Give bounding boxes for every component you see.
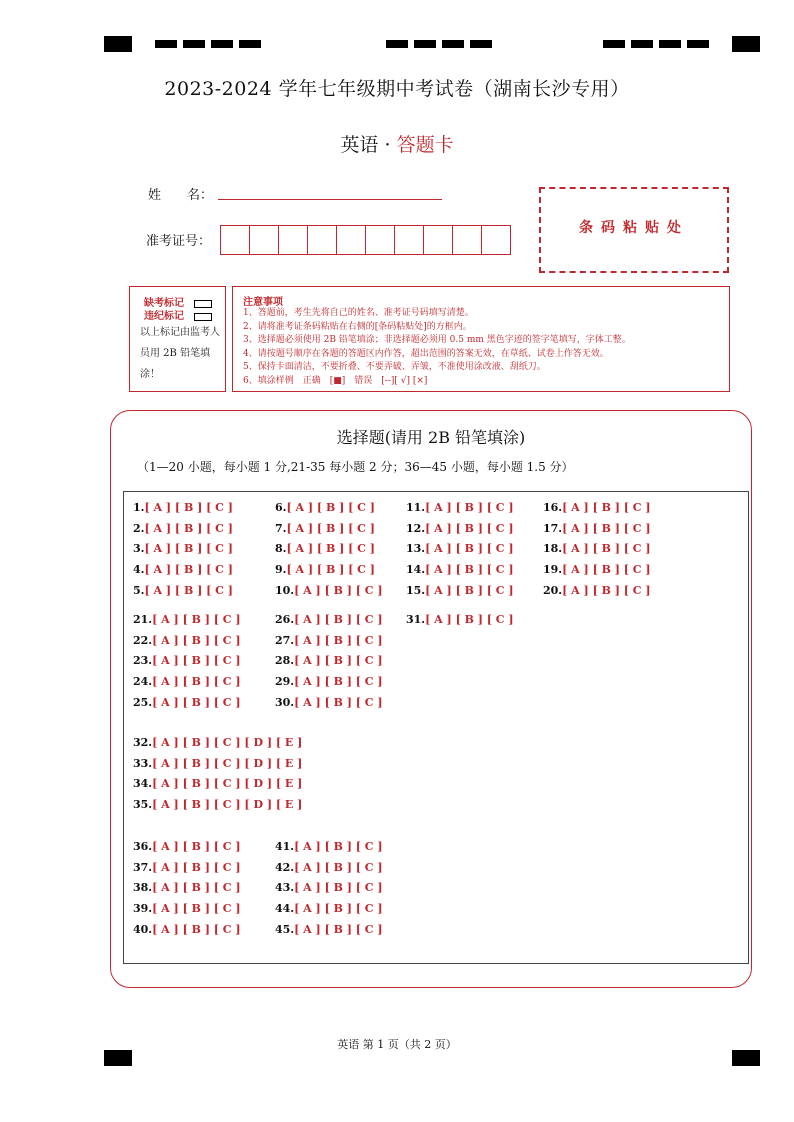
question-number: 36. bbox=[133, 840, 153, 853]
question-number: 15. bbox=[406, 583, 426, 597]
id-digit-box[interactable] bbox=[452, 225, 482, 255]
question-row[interactable] bbox=[543, 542, 651, 555]
subject-name: 英语 bbox=[340, 134, 379, 156]
choice-subtitle: （1—20 小题，每小题 1 分,21-35 每小题 2 分；36—45 小题，每小题 1.5 分） bbox=[137, 460, 574, 474]
question-row[interactable] bbox=[133, 675, 241, 688]
question-row[interactable] bbox=[133, 563, 233, 576]
question-row[interactable] bbox=[275, 861, 383, 874]
question-number: 3. bbox=[133, 542, 145, 556]
question-row[interactable] bbox=[406, 542, 514, 555]
question-row[interactable] bbox=[133, 777, 302, 790]
question-row[interactable] bbox=[133, 613, 241, 626]
answer-options[interactable]: [ A ] [ B ] [ C ] bbox=[294, 881, 383, 895]
answer-options[interactable]: [ A ] [ B ] [ C ] bbox=[152, 633, 241, 647]
answer-options[interactable]: [ A ] [ B ] [ C ] bbox=[152, 922, 241, 936]
subject-separator: · bbox=[378, 134, 397, 156]
question-row[interactable] bbox=[275, 840, 383, 853]
question-row[interactable] bbox=[275, 584, 383, 597]
answer-options[interactable]: [ A ] [ B ] [ C ] bbox=[286, 501, 375, 514]
question-row[interactable] bbox=[406, 613, 514, 626]
answer-options[interactable]: [ A ] [ B ] [ C ] bbox=[152, 613, 241, 626]
answer-options[interactable]: [ A ] [ B ] [ C ] bbox=[144, 542, 233, 556]
question-number: 8. bbox=[275, 542, 287, 556]
question-number: 32. bbox=[133, 736, 153, 749]
answer-options[interactable]: [ A ] [ B ] [ C ] bbox=[294, 695, 383, 709]
question-row[interactable] bbox=[133, 501, 233, 514]
answer-options[interactable]: [ A ] [ B ] [ C ] bbox=[294, 675, 383, 689]
subject-heading bbox=[0, 130, 794, 157]
question-number: 29. bbox=[275, 675, 295, 689]
question-number: 31. bbox=[406, 613, 426, 626]
question-row[interactable] bbox=[133, 634, 241, 647]
question-number: 25. bbox=[133, 695, 153, 709]
question-number: 2. bbox=[133, 521, 145, 535]
answer-options[interactable]: [ A ] [ B ] [ C ] [ D ] [ E ] bbox=[152, 777, 303, 791]
question-row[interactable] bbox=[133, 798, 302, 811]
absent-label: 缺考标记 bbox=[144, 298, 184, 309]
notice-item: 3、选择题必须使用 2B 铅笔填涂；非选择题必须用 0.5 mm 黑色字迹的签字笔填写，字体工整。 bbox=[243, 335, 631, 346]
id-digit-box[interactable] bbox=[365, 225, 395, 255]
question-row[interactable] bbox=[275, 923, 383, 936]
id-digit-box[interactable] bbox=[394, 225, 424, 255]
answer-options[interactable]: [ A ] [ B ] [ C ] bbox=[144, 583, 233, 597]
question-row[interactable] bbox=[275, 675, 383, 688]
answer-options[interactable]: [ A ] [ B ] [ C ] bbox=[152, 902, 241, 916]
id-digit-box[interactable] bbox=[278, 225, 308, 255]
answer-options[interactable]: [ A ] [ B ] [ C ] bbox=[144, 501, 233, 514]
id-digit-box[interactable] bbox=[220, 225, 250, 255]
choice-title: 选择题(请用 2B 铅笔填涂) bbox=[336, 428, 526, 447]
question-row[interactable] bbox=[406, 501, 514, 514]
question-row[interactable] bbox=[133, 881, 241, 894]
question-row[interactable] bbox=[275, 881, 383, 894]
question-row[interactable] bbox=[133, 736, 302, 749]
notice-list bbox=[243, 307, 631, 389]
id-digit-box[interactable] bbox=[481, 225, 511, 255]
question-row[interactable] bbox=[133, 861, 241, 874]
question-row[interactable] bbox=[133, 840, 241, 853]
id-digit-box[interactable] bbox=[307, 225, 337, 255]
question-number: 7. bbox=[275, 521, 287, 535]
card-name: 答题卡 bbox=[396, 134, 454, 156]
question-number: 35. bbox=[133, 798, 153, 812]
answer-options[interactable]: [ A ] [ B ] [ C ] bbox=[152, 860, 241, 874]
answer-options[interactable]: [ A ] [ B ] [ C ] bbox=[294, 922, 383, 936]
question-number: 16. bbox=[543, 501, 563, 514]
question-row[interactable] bbox=[406, 584, 514, 597]
exam-title: 2023-2024 学年七年级期中考试卷（湖南长沙专用） bbox=[164, 78, 630, 100]
answer-options[interactable]: [ A ] [ B ] [ C ] bbox=[294, 654, 383, 668]
question-row[interactable] bbox=[133, 654, 241, 667]
question-number: 40. bbox=[133, 922, 153, 936]
question-number: 6. bbox=[275, 501, 287, 514]
question-number: 39. bbox=[133, 902, 153, 916]
question-number: 33. bbox=[133, 756, 153, 770]
question-number: 26. bbox=[275, 613, 295, 626]
answer-options[interactable]: [ A ] [ B ] [ C ] bbox=[562, 542, 651, 556]
question-row[interactable] bbox=[275, 522, 375, 535]
question-number: 23. bbox=[133, 654, 153, 668]
question-number: 10. bbox=[275, 583, 295, 597]
answer-options[interactable]: [ A ] [ B ] [ C ] bbox=[562, 521, 651, 535]
notice-item: 5、保持卡面清洁，不要折叠、不要弄破、弄皱，不准使用涂改液、刮纸刀。 bbox=[243, 362, 546, 373]
question-number: 34. bbox=[133, 777, 153, 791]
answer-options[interactable]: [ A ] [ B ] [ C ] [ D ] [ E ] bbox=[152, 736, 303, 749]
question-number: 12. bbox=[406, 521, 426, 535]
question-number: 30. bbox=[275, 695, 295, 709]
answer-options[interactable]: [ A ] [ B ] [ C ] bbox=[152, 654, 241, 668]
question-row[interactable] bbox=[406, 522, 514, 535]
answer-options[interactable]: [ A ] [ B ] [ C ] bbox=[425, 613, 514, 626]
question-row[interactable] bbox=[275, 542, 375, 555]
answer-options[interactable]: [ A ] [ B ] [ C ] bbox=[425, 521, 514, 535]
question-row[interactable] bbox=[133, 757, 302, 770]
question-row[interactable] bbox=[275, 501, 375, 514]
question-row[interactable] bbox=[275, 634, 383, 647]
answer-options[interactable]: [ A ] [ B ] [ C ] bbox=[294, 613, 383, 626]
answer-options[interactable]: [ A ] [ B ] [ C ] bbox=[286, 521, 375, 535]
question-number: 43. bbox=[275, 881, 295, 895]
question-row[interactable] bbox=[543, 522, 651, 535]
question-number: 1. bbox=[133, 501, 145, 514]
question-row[interactable] bbox=[133, 522, 233, 535]
question-row[interactable] bbox=[275, 654, 383, 667]
notice-title: 注意事项 bbox=[243, 297, 283, 308]
name-field[interactable] bbox=[218, 199, 442, 200]
question-row[interactable] bbox=[275, 563, 375, 576]
question-number: 28. bbox=[275, 654, 295, 668]
answer-options[interactable]: [ A ] [ B ] [ C ] bbox=[286, 563, 375, 577]
question-row[interactable] bbox=[275, 613, 383, 626]
question-number: 45. bbox=[275, 922, 295, 936]
id-number-boxes[interactable] bbox=[221, 225, 511, 255]
id-digit-box[interactable] bbox=[249, 225, 279, 255]
question-row[interactable] bbox=[133, 584, 233, 597]
name-label: 姓 名： bbox=[148, 188, 214, 203]
answer-options[interactable]: [ A ] [ B ] [ C ] bbox=[152, 695, 241, 709]
mark-note: 以上标记由监考人员用 2B 铅笔填涂！ bbox=[140, 327, 220, 380]
answer-options[interactable]: [ A ] [ B ] [ C ] bbox=[152, 881, 241, 895]
corner-mark-top-right bbox=[732, 36, 760, 52]
question-number: 14. bbox=[406, 563, 426, 577]
answer-options[interactable]: [ A ] [ B ] [ C ] bbox=[425, 542, 514, 556]
question-number: 5. bbox=[133, 583, 145, 597]
answer-options[interactable]: [ A ] [ B ] [ C ] bbox=[425, 583, 514, 597]
answer-options[interactable]: [ A ] [ B ] [ C ] bbox=[562, 563, 651, 577]
answer-options[interactable]: [ A ] [ B ] [ C ] bbox=[286, 542, 375, 556]
question-number: 17. bbox=[543, 521, 563, 535]
answer-options[interactable]: [ A ] [ B ] [ C ] bbox=[144, 563, 233, 577]
answer-options[interactable]: [ A ] [ B ] [ C ] [ D ] [ E ] bbox=[152, 756, 303, 770]
id-digit-box[interactable] bbox=[423, 225, 453, 255]
answer-options[interactable]: [ A ] [ B ] [ C ] bbox=[562, 501, 651, 514]
id-label: 准考证号： bbox=[146, 234, 212, 249]
answer-options[interactable]: [ A ] [ B ] [ C ] bbox=[294, 583, 383, 597]
mark-box bbox=[129, 286, 226, 392]
question-number: 37. bbox=[133, 860, 153, 874]
question-number: 44. bbox=[275, 902, 295, 916]
question-row[interactable] bbox=[133, 696, 241, 709]
question-row[interactable] bbox=[275, 696, 383, 709]
violation-checkbox[interactable] bbox=[194, 313, 212, 321]
question-row[interactable] bbox=[543, 563, 651, 576]
question-number: 18. bbox=[543, 542, 563, 556]
question-number: 38. bbox=[133, 881, 153, 895]
answer-options[interactable]: [ A ] [ B ] [ C ] bbox=[425, 501, 514, 514]
answer-options[interactable]: [ A ] [ B ] [ C ] bbox=[562, 583, 651, 597]
notice-item: 4、请按题号顺序在各题的答题区内作答，超出范围的答案无效，在草纸、试卷上作答无效。 bbox=[243, 348, 609, 359]
answer-options[interactable]: [ A ] [ B ] [ C ] bbox=[425, 563, 514, 577]
barcode-area: 条码粘贴处 bbox=[539, 187, 729, 273]
question-number: 9. bbox=[275, 563, 287, 577]
page-footer: 英语 第 1 页（共 2 页） bbox=[337, 1038, 457, 1051]
question-number: 22. bbox=[133, 633, 153, 647]
notice-item: 2、请将准考证条码粘贴在右侧的[条码粘贴处]的方框内。 bbox=[243, 321, 472, 332]
notice-item: 6、填涂样例 正确 [■] 错误 [--][ √] [×] bbox=[243, 375, 428, 386]
violation-label: 违纪标记 bbox=[144, 311, 184, 322]
violation-mark[interactable] bbox=[144, 307, 212, 322]
id-digit-box[interactable] bbox=[336, 225, 366, 255]
corner-mark-bottom-right bbox=[732, 1050, 760, 1066]
question-row[interactable] bbox=[133, 923, 241, 936]
question-number: 4. bbox=[133, 563, 145, 577]
question-row[interactable] bbox=[275, 902, 383, 915]
answer-options[interactable]: [ A ] [ B ] [ C ] bbox=[294, 840, 383, 853]
question-number: 19. bbox=[543, 563, 563, 577]
question-row[interactable] bbox=[543, 584, 651, 597]
question-row[interactable] bbox=[133, 542, 233, 555]
answer-options[interactable]: [ A ] [ B ] [ C ] bbox=[294, 860, 383, 874]
question-number: 41. bbox=[275, 840, 295, 853]
answer-options[interactable]: [ A ] [ B ] [ C ] [ D ] [ E ] bbox=[152, 798, 303, 812]
question-row[interactable] bbox=[406, 563, 514, 576]
question-number: 13. bbox=[406, 542, 426, 556]
question-number: 24. bbox=[133, 675, 153, 689]
question-row[interactable] bbox=[543, 501, 651, 514]
answer-options[interactable]: [ A ] [ B ] [ C ] bbox=[152, 840, 241, 853]
question-row[interactable] bbox=[133, 902, 241, 915]
question-number: 21. bbox=[133, 613, 153, 626]
answer-options[interactable]: [ A ] [ B ] [ C ] bbox=[294, 633, 383, 647]
question-number: 42. bbox=[275, 860, 295, 874]
question-number: 11. bbox=[406, 501, 426, 514]
notice-item: 1、答题前，考生先将自己的姓名、准考证号码填写清楚。 bbox=[243, 308, 474, 318]
notice-box bbox=[232, 286, 730, 392]
corner-mark-bottom-left bbox=[104, 1050, 132, 1066]
answer-options[interactable]: [ A ] [ B ] [ C ] bbox=[294, 902, 383, 916]
question-number: 27. bbox=[275, 633, 295, 647]
answer-options[interactable]: [ A ] [ B ] [ C ] bbox=[152, 675, 241, 689]
answer-options[interactable]: [ A ] [ B ] [ C ] bbox=[144, 521, 233, 535]
corner-mark-top-left bbox=[104, 36, 132, 52]
question-number: 20. bbox=[543, 583, 563, 597]
